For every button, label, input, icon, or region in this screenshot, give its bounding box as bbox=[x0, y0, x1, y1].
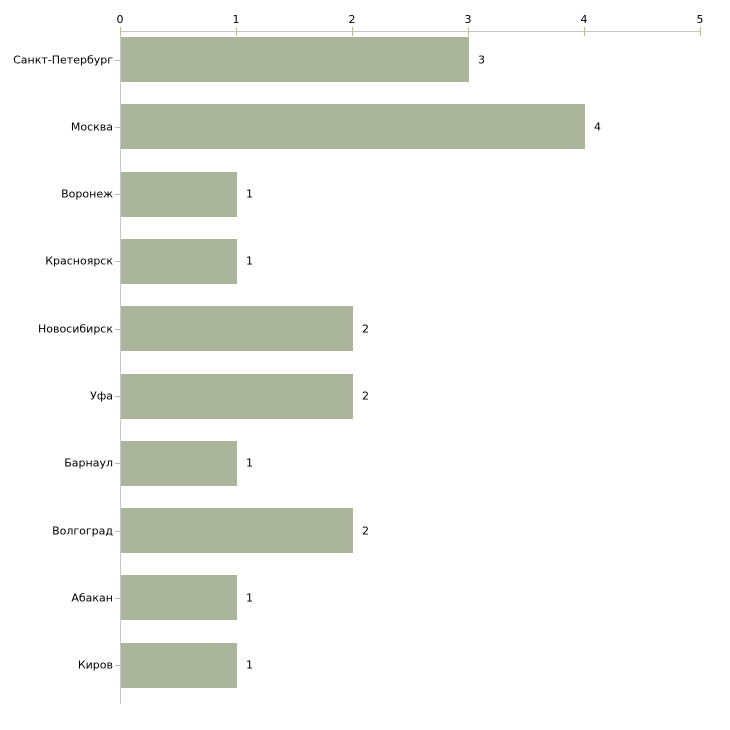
bar bbox=[121, 104, 585, 149]
value-label: 1 bbox=[246, 658, 253, 672]
x-axis-tick bbox=[468, 27, 469, 36]
category-tick bbox=[115, 60, 120, 61]
value-label: 2 bbox=[362, 322, 369, 336]
bar bbox=[121, 306, 353, 351]
category-tick bbox=[115, 329, 120, 330]
x-axis-tick bbox=[236, 27, 237, 36]
bar bbox=[121, 575, 237, 620]
category-label: Уфа bbox=[90, 389, 113, 403]
x-axis-tick-label: 1 bbox=[232, 13, 240, 26]
category-tick bbox=[115, 531, 120, 532]
bar bbox=[121, 172, 237, 217]
category-tick bbox=[115, 463, 120, 464]
x-axis-tick bbox=[700, 27, 701, 36]
category-tick bbox=[115, 261, 120, 262]
category-label: Красноярск bbox=[45, 254, 113, 268]
value-label: 1 bbox=[246, 254, 253, 268]
x-axis-tick-label: 0 bbox=[116, 13, 124, 26]
x-axis-tick-label: 3 bbox=[464, 13, 472, 26]
x-axis-tick bbox=[120, 27, 121, 36]
bar bbox=[121, 508, 353, 553]
category-label: Москва bbox=[70, 120, 113, 134]
value-label: 1 bbox=[246, 187, 253, 201]
category-label: Киров bbox=[77, 658, 113, 672]
category-label: Барнаул bbox=[64, 456, 113, 470]
category-label: Воронеж bbox=[61, 187, 113, 201]
x-axis-tick-label: 5 bbox=[696, 13, 704, 26]
category-tick bbox=[115, 665, 120, 666]
category-label: Волгоград bbox=[52, 524, 113, 538]
bar bbox=[121, 374, 353, 419]
bar bbox=[121, 239, 237, 284]
category-tick bbox=[115, 127, 120, 128]
value-label: 1 bbox=[246, 456, 253, 470]
category-tick bbox=[115, 598, 120, 599]
x-axis-line bbox=[120, 31, 701, 32]
value-label: 3 bbox=[478, 53, 485, 66]
value-label: 2 bbox=[362, 524, 369, 538]
category-label: Новосибирск bbox=[37, 322, 113, 336]
bar bbox=[121, 37, 469, 82]
value-label: 2 bbox=[362, 389, 369, 403]
category-tick bbox=[115, 194, 120, 195]
category-tick bbox=[115, 396, 120, 397]
value-label: 1 bbox=[246, 591, 253, 605]
x-axis-tick bbox=[352, 27, 353, 36]
bar bbox=[121, 441, 237, 486]
x-axis-tick-label: 2 bbox=[348, 13, 356, 26]
category-label: Санкт-Петербург bbox=[13, 53, 113, 66]
bar bbox=[121, 643, 237, 688]
x-axis-tick bbox=[584, 27, 585, 36]
category-label: Абакан bbox=[71, 591, 113, 605]
value-label: 4 bbox=[594, 120, 601, 134]
x-axis-tick-label: 4 bbox=[580, 13, 588, 26]
